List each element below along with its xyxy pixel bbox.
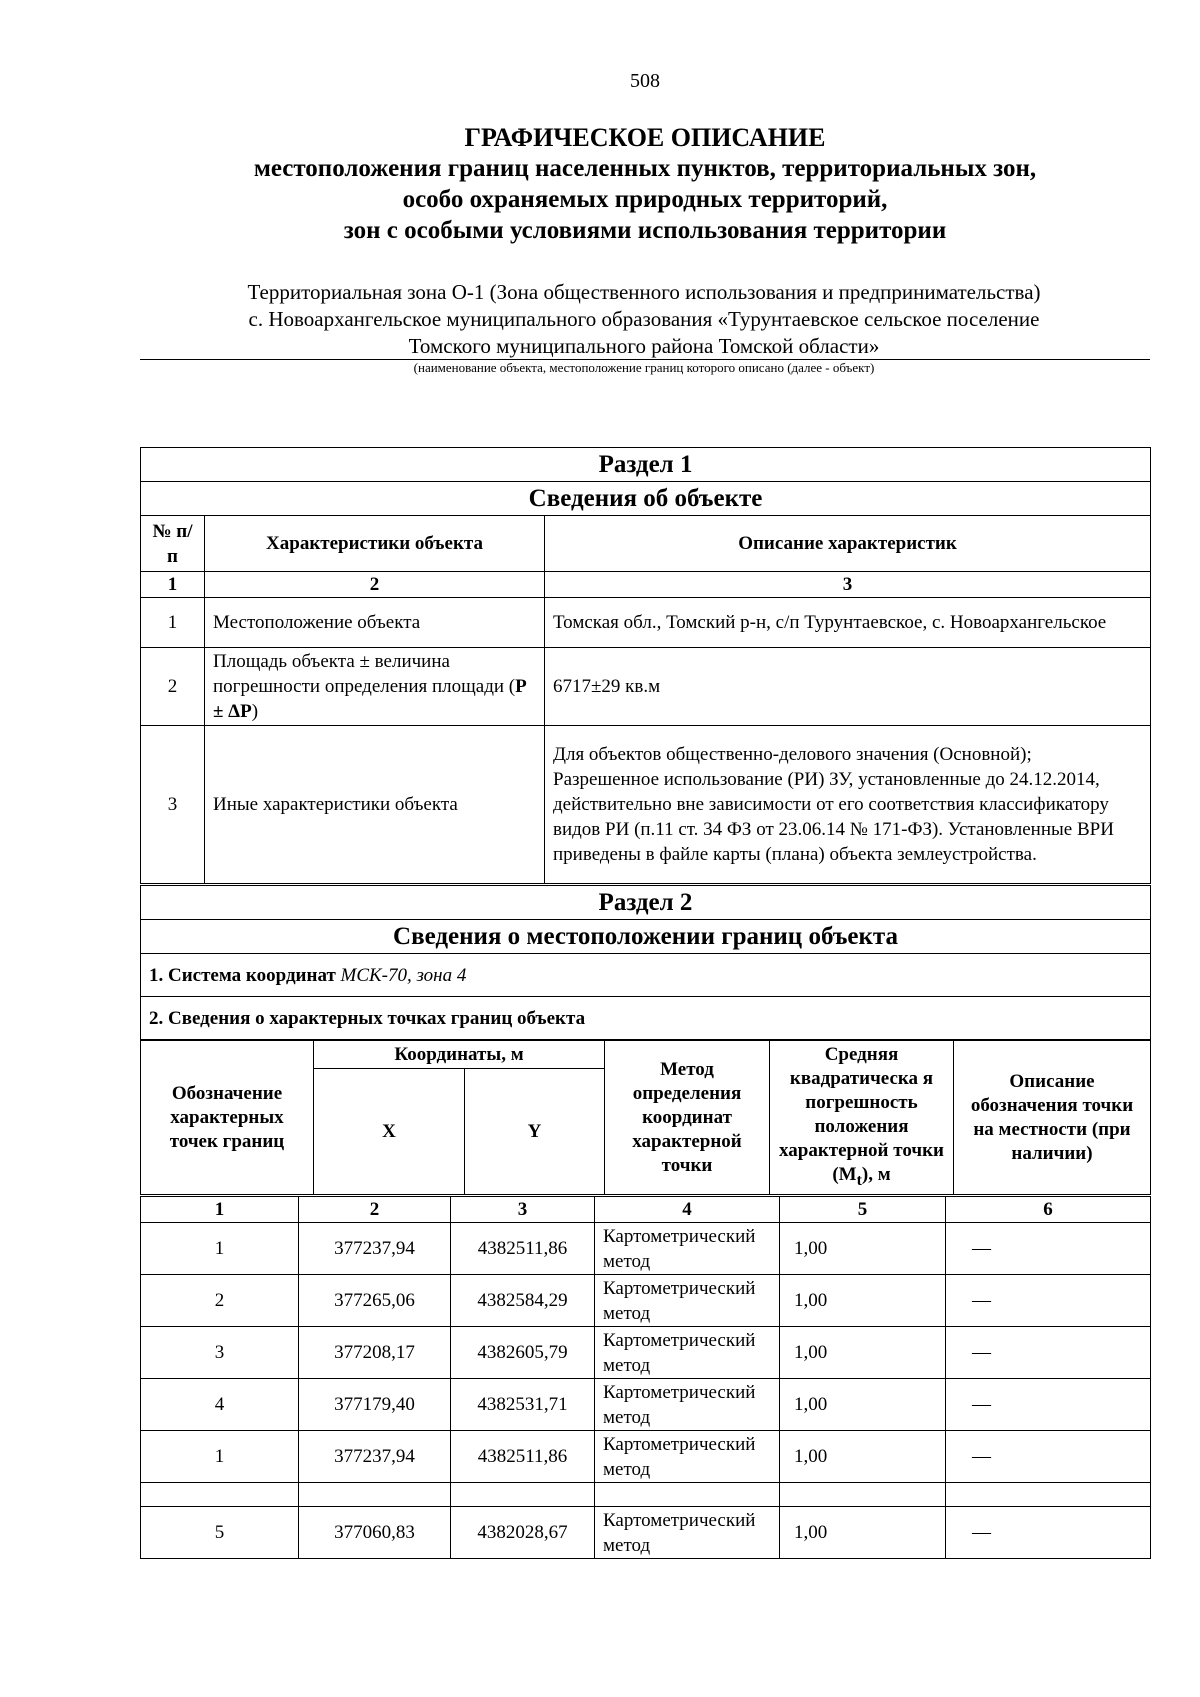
point-description: —: [946, 1223, 1151, 1275]
point-x: 377265,06: [299, 1275, 451, 1327]
point-description: —: [946, 1507, 1151, 1559]
row-description: Для объектов общественно-делового значения (Основной); Разрешенное использование (РИ) ЗУ, установленные до 24.12.2014, действительно вне зависимости от его соответствия классификатору видов РИ (п.11 ст. 34 ФЗ от 23.06.14 № 171-ФЗ). Установленные ВРИ приведены в файле карты (плана) объекта землеустройства.: [545, 726, 1151, 884]
table-row: [141, 1379, 1151, 1431]
point-error: 1,00: [780, 1275, 946, 1327]
table-row: [141, 1327, 1151, 1379]
point-id: 1: [141, 1223, 299, 1275]
point-x: 377237,94: [299, 1431, 451, 1483]
point-id: 3: [141, 1327, 299, 1379]
point-error: 1,00: [780, 1327, 946, 1379]
section1-subtitle: Сведения об объекте: [141, 482, 1151, 516]
col-header-y: Y: [465, 1069, 605, 1195]
point-y: 4382584,29: [451, 1275, 595, 1327]
table-row: [141, 1483, 1151, 1507]
point-error: 1,00: [780, 1223, 946, 1275]
point-id: 5: [141, 1507, 299, 1559]
col-number: 2: [205, 572, 545, 598]
col-number: 6: [946, 1197, 1151, 1223]
col-header-error-text: Средняя квадратическа я погрешность положения характерной точки (M: [779, 1043, 944, 1185]
table-row: [141, 1275, 1151, 1327]
point-error: [780, 1483, 946, 1507]
table-row: [141, 1223, 1151, 1275]
point-y: 4382531,71: [451, 1379, 595, 1431]
col-number: 1: [141, 572, 205, 598]
col-header-point-description: Описание обозначения точки на местности (при наличии): [954, 1041, 1151, 1195]
col-header-characteristic: Характеристики объекта: [205, 516, 545, 572]
point-description: [946, 1483, 1151, 1507]
section1-table: [140, 447, 1151, 884]
object-name-line: Территориальная зона О-1 (Зона общественного использования и предпринимательства): [247, 280, 1041, 304]
section2-table: [140, 885, 1151, 1040]
section2-title: Раздел 2: [141, 886, 1151, 920]
point-error: 1,00: [780, 1431, 946, 1483]
point-x: 377237,94: [299, 1223, 451, 1275]
col-header-error-subscript: t: [856, 1171, 862, 1189]
section2-subtitle: Сведения о местоположении границ объекта: [141, 920, 1151, 954]
document-title: ГРАФИЧЕСКОЕ ОПИСАНИЕ: [464, 123, 826, 152]
point-y: 4382511,86: [451, 1431, 595, 1483]
table-row: [141, 726, 1151, 884]
row-characteristic: Иные характеристики объекта: [205, 726, 545, 884]
row-characteristic-formula: P ± ΔP: [213, 676, 526, 722]
row-characteristic: [205, 648, 545, 726]
col-number: 3: [451, 1197, 595, 1223]
point-y: 4382028,67: [451, 1507, 595, 1559]
row-characteristic-text: ): [251, 701, 259, 722]
points-body: [141, 1223, 1151, 1559]
document-subtitle-line: особо охраняемых природных территорий,: [402, 186, 888, 213]
row-characteristic: Местоположение объекта: [205, 598, 545, 648]
point-method: Картометрический метод: [595, 1223, 780, 1275]
col-header-description: Описание характеристик: [545, 516, 1151, 572]
point-id: [141, 1483, 299, 1507]
point-id: 1: [141, 1431, 299, 1483]
document-heading: [0, 123, 1200, 246]
col-number: 4: [595, 1197, 780, 1223]
point-method: Картометрический метод: [595, 1507, 780, 1559]
point-id: 2: [141, 1275, 299, 1327]
point-error: 1,00: [780, 1379, 946, 1431]
object-caption: (наименование объекта, местоположение границ которого описано (далее - объект): [413, 360, 875, 375]
coord-system-row: [141, 954, 1151, 997]
row-description: Томская обл., Томский р-н, с/п Турунтаевское, с. Новоархангельское: [545, 598, 1151, 648]
points-table: [140, 1196, 1151, 1559]
row-description: 6717±29 кв.м: [545, 648, 1151, 726]
point-x: 377179,40: [299, 1379, 451, 1431]
point-x: 377060,83: [299, 1507, 451, 1559]
table-row: [141, 1431, 1151, 1483]
col-header-designation: Обозначение характерных точек границ: [141, 1041, 314, 1195]
point-y: 4382511,86: [451, 1223, 595, 1275]
table-row: [141, 598, 1151, 648]
point-method: [595, 1483, 780, 1507]
point-method: Картометрический метод: [595, 1431, 780, 1483]
col-header-error-text: ), м: [861, 1163, 891, 1185]
point-id: 4: [141, 1379, 299, 1431]
points-label: 2. Сведения о характерных точках границ объекта: [141, 997, 1151, 1040]
col-header-x: X: [314, 1069, 465, 1195]
col-number: 1: [141, 1197, 299, 1223]
col-header-method: Метод определения координат характерной точки: [605, 1041, 770, 1195]
row-number: 1: [141, 598, 205, 648]
col-number: 3: [545, 572, 1151, 598]
object-name-line: с. Новоархангельское муниципального образования «Турунтаевское сельское поселение: [248, 307, 1040, 331]
col-header-num: № п/п: [141, 516, 205, 572]
document-subtitle-line: зон с особыми условиями использования территории: [343, 217, 947, 244]
point-description: —: [946, 1327, 1151, 1379]
page-number: 508: [630, 70, 660, 92]
row-number: 2: [141, 648, 205, 726]
object-name-line: Томского муниципального района Томской области»: [408, 334, 880, 358]
table-row: [141, 1507, 1151, 1559]
points-header-table: [140, 1040, 1151, 1195]
point-x: [299, 1483, 451, 1507]
col-number: 2: [299, 1197, 451, 1223]
point-method: Картометрический метод: [595, 1379, 780, 1431]
point-description: —: [946, 1379, 1151, 1431]
row-characteristic-text: Площадь объекта ± величина погрешности определения площади (: [213, 651, 516, 697]
point-method: Картометрический метод: [595, 1275, 780, 1327]
col-number: 5: [780, 1197, 946, 1223]
point-description: —: [946, 1275, 1151, 1327]
point-method: Картометрический метод: [595, 1327, 780, 1379]
col-header-coords: Координаты, м: [314, 1041, 605, 1069]
col-header-error: [770, 1041, 954, 1195]
point-x: 377208,17: [299, 1327, 451, 1379]
coord-system-value: МСК-70, зона 4: [340, 964, 467, 986]
table-row: [141, 648, 1151, 726]
section1-title: Раздел 1: [141, 448, 1151, 482]
point-description: —: [946, 1431, 1151, 1483]
point-y: [451, 1483, 595, 1507]
point-y: 4382605,79: [451, 1327, 595, 1379]
object-name: [140, 279, 1148, 360]
document-subtitle-line: местоположения границ населенных пунктов, территориальных зон,: [253, 155, 1037, 182]
coord-system-label: 1. Система координат: [149, 964, 336, 986]
row-number: 3: [141, 726, 205, 884]
point-error: 1,00: [780, 1507, 946, 1559]
